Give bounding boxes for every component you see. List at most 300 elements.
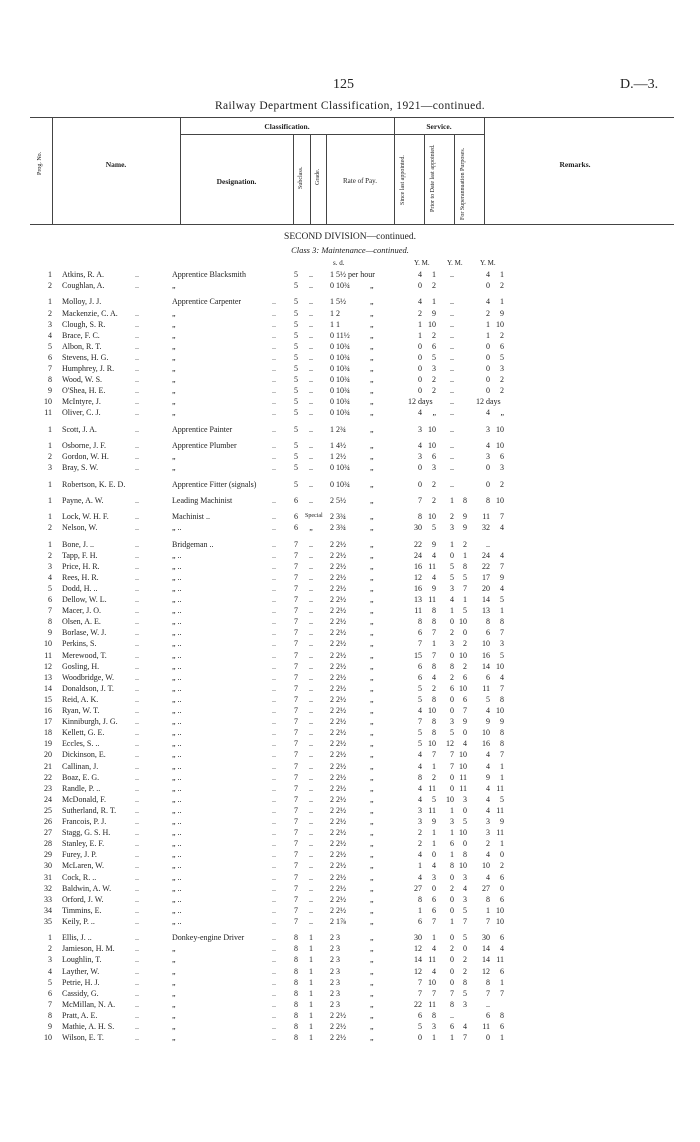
prior-months-cell: 2	[463, 639, 467, 649]
rate-cell: 2 2½	[330, 1010, 346, 1020]
per-hour-cell: „	[370, 441, 374, 450]
super-months-cell: 3	[500, 463, 504, 473]
grade-cell: ..	[309, 661, 313, 671]
rate-cell: 2 2½	[330, 628, 346, 638]
prog-no-cell: 1	[48, 539, 52, 549]
designation-cell: „	[172, 988, 176, 998]
name-cell: Petrie, H. J.	[62, 977, 100, 987]
per-hour-cell: „	[370, 561, 374, 571]
per-hour-cell: „	[370, 452, 374, 462]
per-hour-cell: „	[370, 650, 374, 660]
designation-cell: „	[172, 352, 176, 362]
prog-no-cell: 1	[48, 424, 52, 434]
designation-cell: „ ..	[172, 617, 182, 627]
leader-cell: ..	[272, 672, 276, 682]
super-years-cell: 10	[482, 728, 490, 738]
leader-cell: ..	[272, 617, 276, 627]
name-cell: Furey, J. P.	[62, 850, 97, 860]
header-classification: Classification.	[264, 122, 310, 131]
prior-years-cell: 3	[450, 523, 454, 533]
since-last-months-cell: 8	[432, 617, 436, 627]
since-last-months-cell: 1	[432, 839, 436, 849]
name-cell: McIntyre, J.	[62, 397, 101, 407]
super-months-cell: 7	[500, 512, 504, 522]
designation-cell: „ ..	[172, 872, 182, 882]
super-months-cell: 1	[500, 1033, 504, 1043]
subclass-cell: 7	[294, 606, 298, 616]
since-last-years-cell: 12	[414, 572, 422, 582]
prior-years-cell: ..	[450, 319, 454, 329]
table-row	[0, 385, 700, 396]
name-cell: Nelson, W.	[62, 523, 98, 533]
prog-no-cell: 15	[44, 694, 52, 704]
prior-months-cell: 5	[463, 572, 467, 582]
rate-cell: 0 10¾	[330, 364, 350, 373]
table-row	[0, 977, 700, 988]
super-years-cell: 4	[486, 270, 490, 279]
header-remarks: Remarks.	[559, 160, 591, 169]
grade-cell: ..	[309, 617, 313, 627]
since-last-years-cell: 7	[418, 717, 422, 727]
leader-cell: ..	[135, 894, 139, 904]
name-cell: Coughlan, A.	[62, 281, 105, 291]
name-cell: Lock, W. H. F.	[62, 512, 109, 522]
prog-no-cell: 6	[48, 352, 52, 362]
table-row	[0, 905, 700, 916]
name-cell: Keily, P. ..	[62, 916, 95, 926]
grade-cell: ..	[309, 861, 313, 871]
since-last-years-cell: 5	[418, 739, 422, 749]
since-last-months-cell: 8	[432, 717, 436, 727]
subclass-cell: 8	[294, 955, 298, 965]
leader-cell: ..	[135, 539, 139, 549]
since-last-months-cell: 5	[432, 794, 436, 804]
super-years-cell: 0	[486, 364, 490, 373]
table-row	[0, 1010, 700, 1021]
header-prog-no: Prog. No.	[37, 151, 43, 175]
grade-cell: ..	[309, 352, 313, 362]
prior-years-cell: 6	[450, 839, 454, 849]
super-months-cell: 4	[500, 672, 504, 682]
super-years-cell: 6	[486, 672, 490, 682]
super-years-cell: 11	[482, 1022, 490, 1031]
name-cell: Dodd, H. ..	[62, 583, 98, 593]
name-cell: Brace, F. C.	[62, 330, 100, 340]
since-last-months-cell: 11	[428, 955, 436, 965]
leader-cell: ..	[135, 988, 139, 998]
designation-cell: „ ..	[172, 572, 182, 582]
super-months-cell: 11	[496, 783, 504, 793]
per-hour-cell: „	[370, 944, 374, 954]
super-months-cell: 7	[500, 750, 504, 760]
designation-cell: „	[172, 281, 176, 291]
name-cell: Borlase, W. J.	[62, 628, 107, 638]
super-years-cell: 13	[482, 606, 490, 616]
leader-cell: ..	[272, 1010, 276, 1020]
designation-cell: „	[172, 1022, 176, 1031]
leader-cell: ..	[135, 319, 139, 329]
super-years-cell: 4	[486, 794, 490, 804]
leader-cell: ..	[272, 539, 276, 549]
leader-cell: ..	[272, 739, 276, 749]
since-last-months-cell: 3	[432, 463, 436, 473]
designation-cell: „	[172, 955, 176, 965]
page-title: Railway Department Classification, 1921—continued.	[214, 100, 486, 112]
table-row	[0, 352, 700, 363]
prior-years-cell: ..	[450, 386, 454, 396]
prior-months-cell: 6	[463, 694, 467, 704]
prior-years-cell: 0	[450, 966, 454, 976]
rate-cell: 1 2	[330, 308, 340, 318]
designation-cell: „	[172, 452, 176, 462]
since-last-months-cell: 1	[432, 270, 436, 279]
since-last-months-cell: 4	[432, 944, 436, 954]
super-years-cell: 27	[482, 883, 490, 893]
designation-cell: „	[172, 944, 176, 954]
leader-cell: ..	[135, 861, 139, 871]
prior-years-cell: ..	[450, 352, 454, 362]
per-hour-cell: „	[370, 424, 374, 434]
since-last-years-cell: 7	[418, 977, 422, 987]
table-row	[0, 872, 700, 883]
leader-cell: ..	[272, 933, 276, 943]
per-hour-cell: „	[370, 883, 374, 893]
prior-years-cell: 3	[450, 717, 454, 727]
super-months-cell: 10	[496, 661, 504, 671]
name-cell: Mathie, A. H. S.	[62, 1022, 115, 1031]
grade-cell: 1	[309, 1022, 313, 1031]
since-last-years-cell: 3	[418, 817, 422, 826]
name-cell: Reid, A. K.	[62, 694, 99, 704]
designation-cell: „ ..	[172, 750, 182, 760]
prior-years-cell: 6	[450, 683, 454, 693]
subclass-cell: 5	[294, 424, 298, 434]
super-years-cell: 4	[486, 408, 490, 418]
grade-cell: ..	[309, 817, 313, 826]
prog-no-cell: 4	[48, 330, 52, 340]
super-years-cell: 4	[486, 750, 490, 760]
prior-months-cell: 7	[463, 583, 467, 593]
prior-years-cell: 1	[450, 606, 454, 616]
per-hour-cell: „	[370, 739, 374, 749]
subclass-cell: 7	[294, 805, 298, 815]
per-hour-cell: „	[370, 916, 374, 926]
leader-cell: ..	[135, 441, 139, 450]
super-years-cell: 14	[482, 595, 490, 604]
rate-cell: 2 3	[330, 944, 340, 954]
since-last-years-cell: 4	[418, 297, 422, 307]
table-row	[0, 605, 700, 616]
leader-cell: ..	[135, 944, 139, 954]
designation-cell: Apprentice Plumber	[172, 441, 237, 450]
designation-cell: Apprentice Blacksmith	[172, 270, 246, 279]
page-number: 125	[333, 77, 354, 92]
grade-cell: ..	[309, 441, 313, 450]
since-last-months-cell: 7	[432, 988, 436, 998]
super-months-cell: 2	[500, 330, 504, 340]
name-cell: Rees, H. R.	[62, 572, 99, 582]
super-months-cell: 1	[500, 772, 504, 782]
leader-cell: ..	[272, 639, 276, 649]
subclass-cell: 5	[294, 452, 298, 462]
leader-cell: ..	[135, 772, 139, 782]
since-last-years-cell: 8	[418, 512, 422, 522]
rate-cell: 2 2½	[330, 650, 346, 660]
prog-no-cell: 3	[48, 319, 52, 329]
super-years-cell: 0	[486, 1033, 490, 1043]
grade-cell: ..	[309, 739, 313, 749]
designation-cell: „ ..	[172, 706, 182, 715]
grade-cell: 1	[309, 999, 313, 1009]
designation-cell: „ ..	[172, 694, 182, 704]
rate-cell: 2 2½	[330, 639, 346, 649]
prior-months-cell: 8	[463, 495, 467, 505]
table-row	[0, 1021, 700, 1032]
leader-cell: ..	[135, 617, 139, 627]
table-row	[0, 479, 700, 490]
subclass-cell: 8	[294, 966, 298, 976]
subclass-cell: 5	[294, 441, 298, 450]
since-last-months-cell: 5	[432, 523, 436, 533]
prior-years-cell: ..	[450, 463, 454, 473]
prog-no-cell: 9	[48, 1022, 52, 1031]
name-cell: Donaldson, J. T.	[62, 683, 114, 693]
subclass-cell: 6	[294, 512, 298, 522]
per-hour-cell: „	[370, 281, 374, 291]
leader-cell: ..	[135, 683, 139, 693]
leader-cell: ..	[272, 523, 276, 533]
since-last-months-cell: 2	[432, 683, 436, 693]
table-row	[0, 407, 700, 418]
prog-no-cell: 14	[44, 683, 52, 693]
since-last-years-cell: 7	[418, 495, 422, 505]
since-last-years-cell: 4	[418, 850, 422, 860]
super-months-cell: 2	[500, 861, 504, 871]
prior-months-cell: 5	[463, 606, 467, 616]
leader-cell: ..	[135, 933, 139, 943]
super-years-cell: 11	[482, 512, 490, 522]
rate-cell: 2 2½	[330, 1022, 346, 1031]
prior-months-cell: 2	[463, 966, 467, 976]
prog-no-cell: 8	[48, 1010, 52, 1020]
super-months-cell: 10	[496, 495, 504, 505]
rate-cell: 2 2½	[330, 572, 346, 582]
leader-cell: ..	[135, 783, 139, 793]
subclass-cell: 7	[294, 794, 298, 804]
rate-cell: 0 10¾	[330, 375, 350, 385]
subclass-cell: 8	[294, 999, 298, 1009]
since-last-years-cell: 8	[418, 894, 422, 904]
name-cell: Eccles, S. ..	[62, 739, 100, 749]
super-months-cell: 9	[500, 572, 504, 582]
since-last-months-cell: 4	[432, 550, 436, 560]
designation-cell: „ ..	[172, 550, 182, 560]
since-last-years-cell: 13	[414, 595, 422, 604]
header-name: Name.	[105, 160, 127, 169]
since-last-months-cell: 6	[432, 905, 436, 915]
table-row	[0, 539, 700, 550]
name-cell: Pratt, A. E.	[62, 1010, 98, 1020]
super-months-cell: 4	[500, 523, 504, 533]
name-cell: McMillan, N. A.	[62, 999, 116, 1009]
prior-years-cell: 7	[450, 988, 454, 998]
per-hour-cell: „	[370, 330, 374, 340]
leader-cell: ..	[272, 805, 276, 815]
header-since-last: Since last appointed.	[400, 155, 406, 205]
prog-no-cell: 21	[44, 761, 52, 771]
prog-no-cell: 2	[48, 452, 52, 462]
grade-cell: ..	[309, 561, 313, 571]
since-last-months-cell: 10	[428, 441, 436, 450]
since-last-months-cell: 8	[432, 661, 436, 671]
designation-cell: „ ..	[172, 783, 182, 793]
table-header	[30, 117, 674, 225]
rate-cell: 2 2½	[330, 683, 346, 693]
grade-cell: ..	[309, 728, 313, 738]
super-years-cell: 32	[482, 523, 490, 533]
prog-no-cell: 24	[44, 794, 52, 804]
grade-cell: ..	[309, 828, 313, 838]
table-row	[0, 838, 700, 849]
super-years-cell: ..	[486, 999, 490, 1009]
prog-no-cell: 3	[48, 561, 52, 571]
name-cell: Cassidy, G.	[62, 988, 99, 998]
leader-cell: ..	[272, 452, 276, 462]
leader-cell: ..	[135, 463, 139, 473]
since-last-months-cell: 10	[428, 706, 436, 715]
prior-months-cell: 3	[463, 894, 467, 904]
name-cell: McDonald, F.	[62, 794, 107, 804]
table-row	[0, 451, 700, 462]
prog-no-cell: 7	[48, 364, 52, 373]
leader-cell: ..	[272, 850, 276, 860]
super-months-cell: 2	[500, 386, 504, 396]
designation-cell: „ ..	[172, 883, 182, 893]
subclass-cell: 5	[294, 375, 298, 385]
since-last-months-cell: 0	[432, 850, 436, 860]
leader-cell: ..	[135, 761, 139, 771]
unit-sd: s. d.	[333, 259, 345, 267]
prog-no-cell: 35	[44, 916, 52, 926]
grade-cell: 1	[309, 966, 313, 976]
grade-cell: ..	[309, 386, 313, 396]
leader-cell: ..	[135, 386, 139, 396]
since-last-months-cell: 10	[428, 319, 436, 329]
prior-years-cell: 0	[450, 772, 454, 782]
designation-cell: „	[172, 397, 176, 407]
grade-cell: ..	[309, 364, 313, 373]
prior-years-cell: 0	[450, 706, 454, 715]
prog-no-cell: 10	[44, 397, 52, 407]
super-years-cell: 9	[486, 717, 490, 727]
since-last-years-cell: 0	[418, 364, 422, 373]
since-last-years-cell: 3	[418, 424, 422, 434]
prior-years-cell: ..	[450, 479, 454, 489]
leader-cell: ..	[272, 595, 276, 604]
designation-cell: „	[172, 341, 176, 351]
name-cell: McLaren, W.	[62, 861, 104, 871]
rate-cell: 2 2½	[330, 539, 346, 549]
rate-cell: 2 3	[330, 966, 340, 976]
leader-cell: ..	[272, 839, 276, 849]
prior-months-cell: 8	[463, 561, 467, 571]
prior-years-cell: 8	[450, 999, 454, 1009]
super-years-cell: 1	[486, 905, 490, 915]
designation-cell: „ ..	[172, 817, 182, 826]
prior-months-cell: 4	[463, 1022, 467, 1031]
rate-cell: 2 2½	[330, 706, 346, 715]
super-years-cell: 1	[486, 319, 490, 329]
rate-cell: 2 2½	[330, 828, 346, 838]
super-months-cell: 1	[500, 761, 504, 771]
prior-years-cell: ..	[450, 1010, 454, 1020]
super-years-cell: 8	[486, 617, 490, 627]
since-last-years-cell: 12 days	[408, 397, 433, 407]
name-cell: Dellow, W. L.	[62, 595, 107, 604]
prior-months-cell: 0	[463, 805, 467, 815]
prog-no-cell: 1	[48, 297, 52, 307]
since-last-months-cell: 4	[432, 966, 436, 976]
since-last-months-cell: 4	[432, 861, 436, 871]
leader-cell: ..	[272, 606, 276, 616]
prior-years-cell: 2	[450, 944, 454, 954]
since-last-years-cell: 4	[418, 794, 422, 804]
designation-cell: „ ..	[172, 894, 182, 904]
prog-no-cell: 4	[48, 966, 52, 976]
name-cell: Ryan, W. T.	[62, 706, 100, 715]
rate-cell: 1 2¾	[330, 424, 346, 434]
name-cell: Bray, S. W.	[62, 463, 99, 473]
designation-cell: „	[172, 330, 176, 340]
super-years-cell: 0	[486, 463, 490, 473]
leader-cell: ..	[272, 463, 276, 473]
subclass-cell: 8	[294, 933, 298, 943]
leader-cell: ..	[135, 341, 139, 351]
prog-no-cell: 23	[44, 783, 52, 793]
unit-ym-since-last: Y. M.	[414, 259, 430, 267]
since-last-years-cell: 7	[418, 988, 422, 998]
leader-cell: ..	[135, 750, 139, 760]
super-years-cell: 4	[486, 761, 490, 771]
super-months-cell: 4	[500, 583, 504, 593]
prior-years-cell: 0	[450, 894, 454, 904]
grade-cell: ..	[309, 650, 313, 660]
prog-no-cell: 5	[48, 583, 52, 593]
leader-cell: ..	[135, 308, 139, 318]
prior-years-cell: ..	[450, 375, 454, 385]
grade-cell: ..	[309, 341, 313, 351]
super-years-cell: 4	[486, 805, 490, 815]
name-cell: Olsen, A. E.	[62, 617, 101, 627]
designation-cell: Apprentice Carpenter	[172, 297, 242, 307]
since-last-months-cell: 8	[432, 606, 436, 616]
per-hour-cell: „	[370, 639, 374, 649]
super-years-cell: 12 days	[476, 397, 501, 407]
grade-cell: ..	[309, 606, 313, 616]
prior-months-cell: 3	[463, 999, 467, 1009]
since-last-months-cell: 9	[432, 817, 436, 826]
super-months-cell: 2	[500, 281, 504, 291]
since-last-months-cell: 7	[432, 650, 436, 660]
prior-years-cell: 1	[450, 828, 454, 838]
super-years-cell: 2	[486, 308, 490, 318]
super-months-cell: 7	[500, 561, 504, 571]
name-cell: Orford, J. W.	[62, 894, 104, 904]
subclass-cell: 8	[294, 1022, 298, 1031]
super-months-cell: 8	[500, 739, 504, 749]
unit-ym-super: Y. M.	[480, 259, 496, 267]
prog-no-cell: 9	[48, 386, 52, 396]
